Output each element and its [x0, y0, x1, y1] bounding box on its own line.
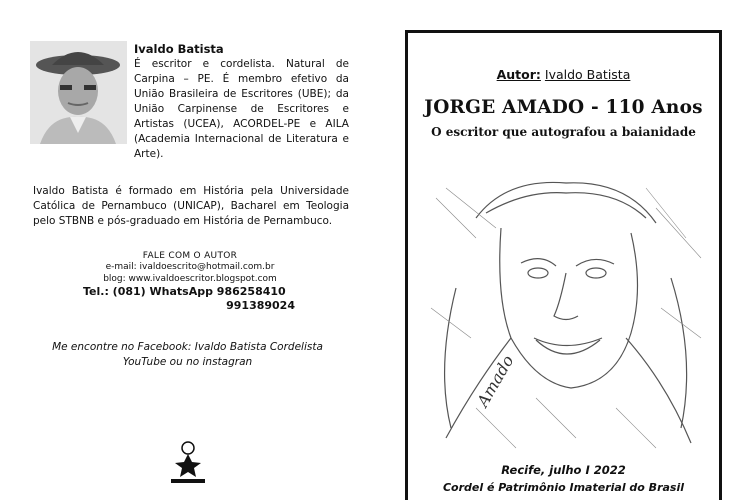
- portrait-sketch: [416, 168, 712, 453]
- cover-date: Recife, julho I 2022: [501, 463, 626, 477]
- author-bio-education: Ivaldo Batista é formado em História pela Universidade Católica de Pernambuco (UNICAP), Bacharel em Teologia pelo STBNB e pós-graduado em História de Pernambuco.: [33, 185, 349, 227]
- contact-title: FALE COM O AUTOR: [142, 251, 238, 261]
- cover-author-label: Autor:: [496, 67, 541, 82]
- contact-phone: Tel.: (081) WhatsApp 986258410: [83, 285, 286, 298]
- publisher-logo-icon: [165, 438, 211, 486]
- contact-phone-2: 991389024: [226, 299, 295, 312]
- cover-subtitle: O escritor que autografou a baianidade: [431, 125, 696, 139]
- contact-block: [80, 251, 300, 313]
- author-bio-intro: É escritor e cordelista. Natural de Carpina – PE. É membro efetivo da União Brasileira de Escritores (UBE); da União Carpinense de Escritores e Artistas (UCEA), ACORDEL-PE e AILA (Academia Internacional de Literatura e Arte).: [134, 58, 349, 160]
- front-cover: [405, 30, 722, 500]
- cover-title: JORGE AMADO - 110 Anos: [424, 97, 703, 118]
- back-cover-panel: [0, 0, 380, 486]
- author-name: Ivaldo Batista: [134, 42, 224, 56]
- cover-author-value: Ivaldo Batista: [544, 67, 631, 82]
- contact-blog: blog: www.ivaldoescritor.blogspot.com: [103, 274, 277, 284]
- social-text: [30, 340, 345, 370]
- social-youtube-line: YouTube ou no instagran: [122, 356, 253, 368]
- svg-text:Amado: Amado: [473, 351, 518, 410]
- contact-email: e-mail: ivaldoescrito@hotmail.com.br: [105, 262, 275, 272]
- author-photo: [30, 41, 127, 144]
- social-facebook-line: Me encontre no Facebook: Ivaldo Batista Cordelista: [52, 341, 323, 353]
- cover-cordel-note: Cordel é Patrimônio Imaterial do Brasil: [442, 481, 685, 494]
- cover-author: [408, 67, 719, 82]
